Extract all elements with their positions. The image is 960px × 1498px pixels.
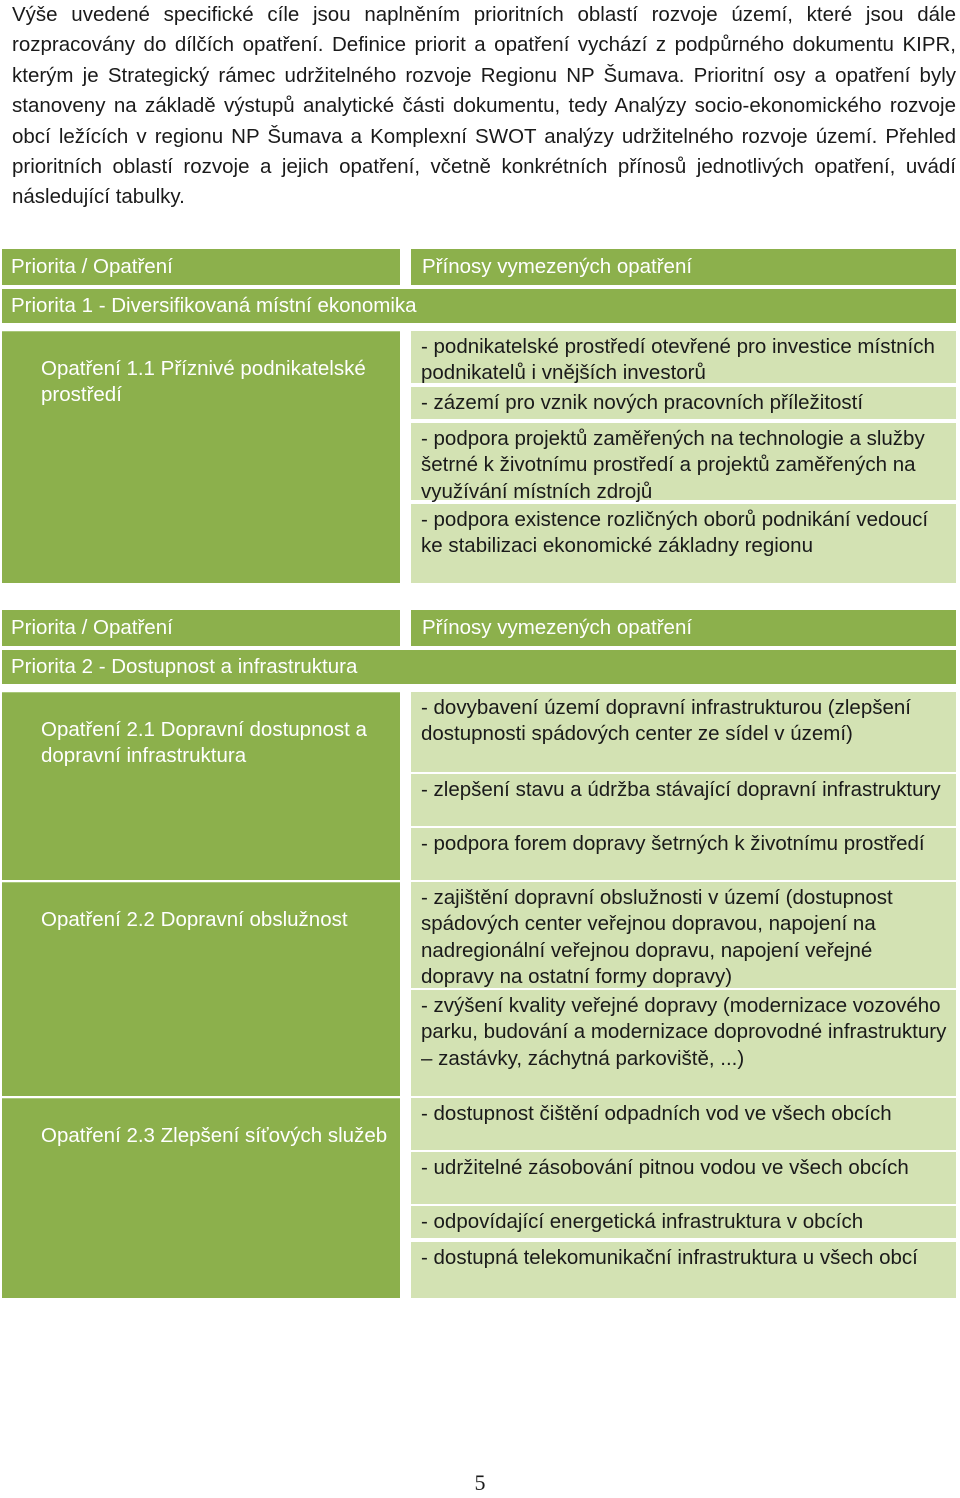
benefit-cell: - zajištění dopravní obslužnosti v území (dostupnost spádových center veřejnou dopravou, napojení na nadregionální veřejnou dopravu, napojení veřejné dopravy na ostatní formy dopravy) — [411, 882, 956, 988]
header-priority-measure: Priorita / Opatření — [2, 249, 400, 285]
priority-table-2 — [2, 608, 956, 1298]
measure-cell: Opatření 2.3 Zlepšení síťových služeb — [2, 1098, 400, 1298]
intro-text: Výše uvedené specifické cíle jsou naplněním prioritních oblastí rozvoje území, které jsou dále rozpracovány do dílčích opatření. Definice priorit a opatření vychází z podpůrného dokumentu KIPR, kterým je Strategický rámec udržitelného rozvoje Regionu NP Šumava. Prioritní osy a opatření byly stanoveny na základě výstupů analytické části dokumentu, tedy Analýzy socio-ekonomického rozvoje obcí ležících v regionu NP Šumava a Komplexní SWOT analýzy udržitelného rozvoje území. Přehled prioritních oblastí rozvoje a jejich opatření, včetně konkrétních přínosů jednotlivých opatření, uvádí následující tabulky. — [12, 3, 956, 209]
benefit-cell: - podpora forem dopravy šetrných k životnímu prostředí — [411, 828, 956, 880]
priority-table-1 — [2, 247, 956, 583]
priority-row: Priorita 2 - Dostupnost a infrastruktura — [2, 650, 956, 684]
measure-cell: Opatření 2.2 Dopravní obslužnost — [2, 882, 400, 1096]
benefit-cell: - zázemí pro vznik nových pracovních příležitostí — [411, 387, 956, 419]
benefit-cell: - podpora projektů zaměřených na technologie a služby šetrné k životnímu prostředí a projektů zaměřených na využívání místních zdrojů — [411, 423, 956, 500]
benefit-cell: - odpovídající energetická infrastruktura v obcích — [411, 1206, 956, 1238]
header-benefits: Přínosy vymezených opatření — [411, 610, 956, 646]
benefit-cell: - dovybavení území dopravní infrastrukturou (zlepšení dostupnosti spádových center ze sídel v území) — [411, 692, 956, 772]
measure-cell: Opatření 1.1 Příznivé podnikatelské prostředí — [2, 331, 400, 583]
intro-paragraph — [12, 0, 956, 213]
header-benefits: Přínosy vymezených opatření — [411, 249, 956, 285]
benefit-cell: - podnikatelské prostředí otevřené pro investice místních podnikatelů i vnějších investorů — [411, 331, 956, 383]
benefit-cell: - dostupná telekomunikační infrastruktura u všech obcí — [411, 1242, 956, 1298]
measure-cell: Opatření 2.1 Dopravní dostupnost a dopravní infrastruktura — [2, 692, 400, 880]
page-number: 5 — [474, 1470, 486, 1495]
priority-row: Priorita 1 - Diversifikovaná místní ekonomika — [2, 289, 956, 323]
benefit-cell: - udržitelné zásobování pitnou vodou ve všech obcích — [411, 1152, 956, 1204]
benefit-cell: - zlepšení stavu a údržba stávající dopravní infrastruktury — [411, 774, 956, 826]
benefit-cell: - dostupnost čištění odpadních vod ve všech obcích — [411, 1098, 956, 1150]
header-priority-measure: Priorita / Opatření — [2, 610, 400, 646]
benefit-cell: - zvýšení kvality veřejné dopravy (modernizace vozového parku, budování a modernizace doprovodné infrastruktury – zastávky, záchytná parkoviště, ...) — [411, 990, 956, 1096]
benefit-cell: - podpora existence rozličných oborů podnikání vedoucí ke stabilizaci ekonomické základny regionu — [411, 504, 956, 583]
